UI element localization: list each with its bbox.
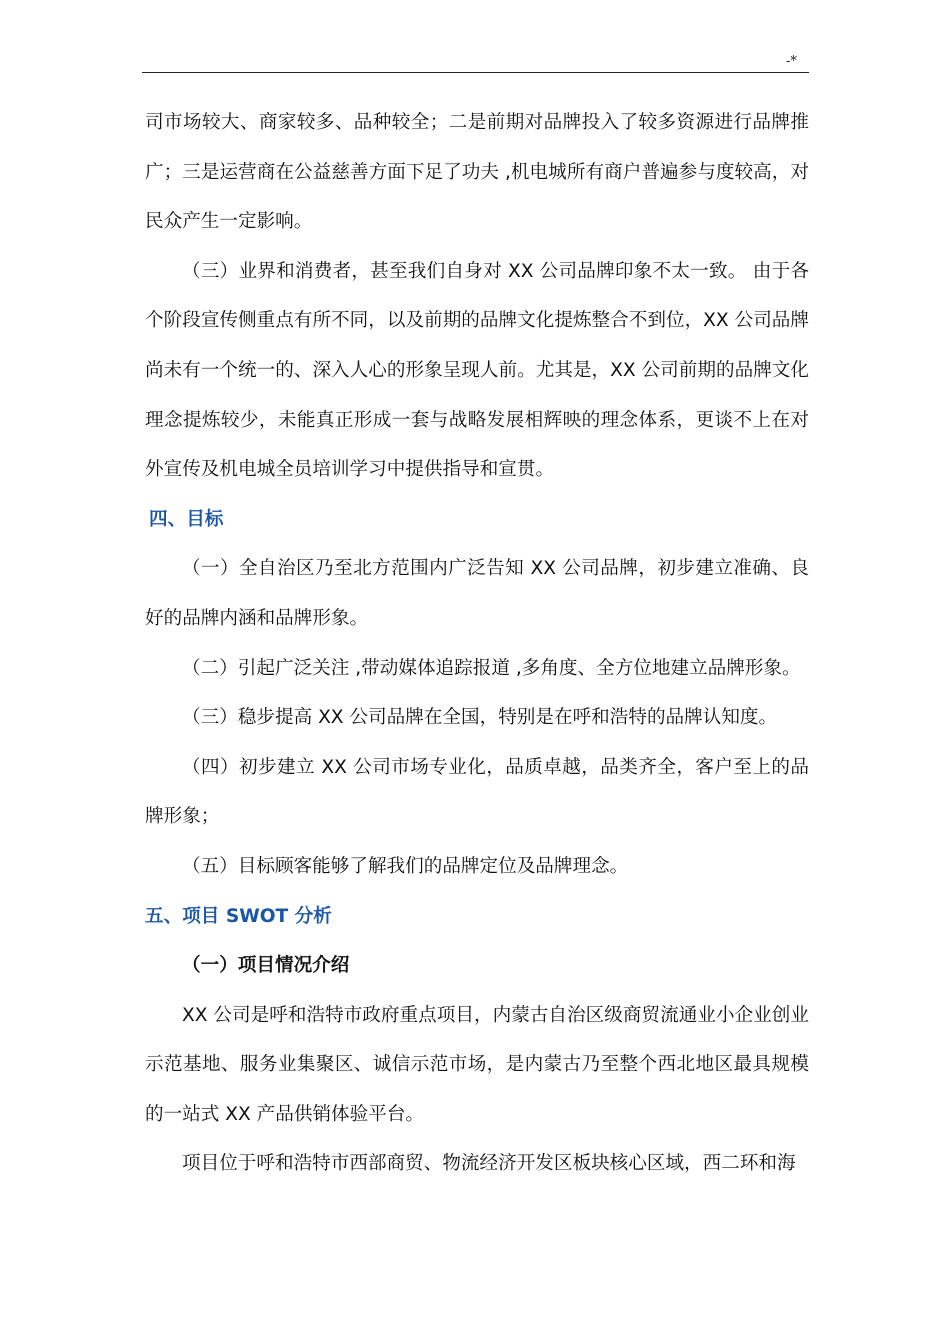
subsection-heading-project-intro: （一）项目情况介绍 bbox=[182, 955, 350, 977]
goal-item-5: （五）目标顾客能够了解我们的品牌定位及品牌理念。 bbox=[182, 855, 629, 877]
document-body bbox=[145, 98, 809, 1189]
section-heading-goals: 四、目标 bbox=[149, 508, 224, 530]
paragraph-project-intro: XX 公司是呼和浩特市政府重点项目，内蒙古自治区级商贸流通业小企业创业示范基地、服务业集聚区、诚信示范市场，是内蒙古乃至整个西北地区最具规模的一站式 XX 产品供销体验平台。 bbox=[145, 1004, 809, 1125]
goal-item-1: （一）全自治区乃至北方范围内广泛告知 XX 公司品牌，初步建立准确、良好的品牌内涵和品牌形象。 bbox=[145, 558, 809, 629]
section-heading-swot: 五、项目 SWOT 分析 bbox=[145, 905, 332, 927]
goal-item-3: （三）稳步提高 XX 公司品牌在全国，特别是在呼和浩特的品牌认知度。 bbox=[182, 707, 778, 729]
paragraph-project-location: 项目位于呼和浩特市西部商贸、物流经济开发区板块核心区域，西二环和海 bbox=[182, 1153, 796, 1175]
paragraph-brand-inconsistency: （三）业界和消费者，甚至我们自身对 XX 公司品牌印象不太一致。 由于各个阶段宣传侧重点有所不同，以及前期的品牌文化提炼整合不到位，XX 公司品牌尚未有一个统一的、深入人心的形象呈现人前。尤其是，XX 公司前期的品牌文化理念提炼较少，未能真正形成一套与战略发展相辉映的理念体系，更谈不上在对外宣传及机电城全员培训学习中提供指导和宣贯。 bbox=[145, 260, 809, 481]
goal-item-4: （四）初步建立 XX 公司市场专业化，品质卓越，品类齐全，客户至上的品牌形象； bbox=[145, 756, 809, 828]
header-rule bbox=[142, 72, 809, 73]
page-header-mark: -* bbox=[786, 54, 797, 69]
goal-item-2: （二）引起广泛关注 ,带动媒体追踪报道 ,多角度、全方位地建立品牌形象。 bbox=[182, 657, 801, 679]
paragraph-brand-influence: 司市场较大、商家较多、品种较全；二是前期对品牌投入了较多资源进行品牌推广；三是运营商在公益慈善方面下足了功夫 ,机电城所有商户普遍参与度较高，对民众产生一定影响。 bbox=[145, 112, 809, 233]
